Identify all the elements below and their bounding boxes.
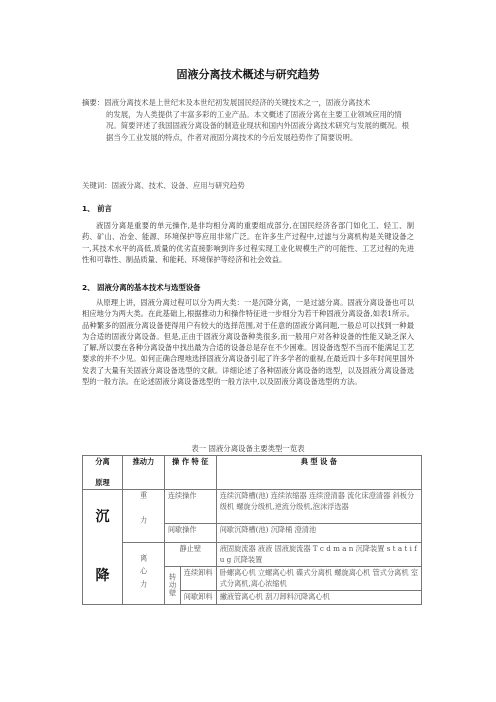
table-row <box>83 543 422 567</box>
op-rotating-wall <box>164 567 180 605</box>
principle-sedimentation <box>83 490 123 605</box>
keywords: 关键词：固液分离、技术、设备、应用与研究趋势 <box>82 181 245 190</box>
eq-batch-unload: 撇液管离心机 刮刀卸料沉降离心机 <box>216 591 421 605</box>
abstract-body: 的发展，为人类提供了丰富多彩的工业产品。本文概述了固液分离在主要工业领域应用的情况。简要评述了我国固液分离设备的制造业现状和国内外固液分离技术研究与发展的概况。根据当今工业发展的特点，作者对液固分离技术的今后发展趋势作了简要说明。 <box>106 109 410 142</box>
header-force: 推动力 <box>122 456 164 490</box>
op-continuous: 连续操作 <box>164 490 216 524</box>
table-caption: 表一 固液分离设备主要类型一览表 <box>191 444 305 453</box>
eq-batch: 间歇沉降槽(池) 沉降桶 澄清池 <box>216 524 421 543</box>
header-principle <box>83 456 123 490</box>
header-feature: 操 作 特 征 <box>164 456 216 490</box>
op-batch-unload: 间歇卸料 <box>180 591 216 605</box>
eq-continuous-unload: 卧螺离心机 立螺离心机 碟式分离机 螺旋离心机 管式分离机 室式分离机,离心浓缩机 <box>216 567 421 591</box>
force-gravity <box>122 490 164 543</box>
table-row <box>83 490 422 524</box>
abstract-line1: 固液分离技术是上世纪末及本世纪初发展国民经济的关键技术之一，固液分离技术 <box>104 98 371 107</box>
document-title: 固液分离技术概述与研究趋势 <box>176 68 320 81</box>
eq-static-wall: 液固旋流器 液液 固液旋流器 T c d m a n 沉降装置 s t a t i f u g 沉降装置 <box>216 543 421 567</box>
op-static-wall: 静止壁 <box>164 543 216 567</box>
equipment-table <box>82 455 422 605</box>
force-gravity-label: 重力 <box>139 491 149 542</box>
force-centrifugal-label: 离心力 <box>139 553 149 594</box>
header-principle-line2: 原理 <box>95 477 110 487</box>
section1-text: 液固分离是重要的单元操作,是非均相分离的重要组成部分,在国民经济各部门如化工、轻工、制药、矿山、冶金、能源、环境保护等应用非常广泛。在许多生产过程中,过滤与分离机构是关键设备之一,其技术水平的高低,质量的优劣直接影响到许多过程实现工业化规模生产的可能性、工艺过程的先进性和可靠性、制品质量、和能耗、环境保护等经济和社会效益。 <box>82 221 414 264</box>
section2-text: 从原理上讲，固液分离过程可以分为两大类：一是沉降分离，一是过滤分离。固液分离设备也可以相应地分为两大类。在此基础上,根据推动力和操作特征进一步细分为若干种固液分离设备,如表1所示。品种繁多的固液分离设备使得用户有较大的选择范围,对于任意的固液分离问题,一般总可以找到一种最为合适的固液分离设备。但是,正由于固液分离设备种类很多,而一般用户对各种设备的性能又缺乏深入了解,所以要在各种分离设备中找出最为合适的设备总是存在不少困难。因设备选型不当而不能满足工艺要求的并不少见。如何正确合理地选择固液分离设备引起了许多学者的重视,在最近四十多年时间里国外发表了大量有关固液分离设备选型的文献。详细论述了各种固液分离设备的选型，以及固液分离设备选型的一般方法。在论述固液分离设备选型的一般方法中,以及固液分离设备选型的方法。 <box>82 298 414 387</box>
principle-char-2: 降 <box>95 567 110 584</box>
op-batch: 间歇操作 <box>164 524 216 543</box>
abstract <box>82 97 412 143</box>
force-centrifugal <box>122 543 164 605</box>
rotating-wall-label: 转动壁 <box>168 573 178 598</box>
principle-char-1: 沉 <box>95 509 110 526</box>
section2-heading: 2、 固液分离的基本技术与选型设备 <box>82 283 201 292</box>
section1-heading: 1、 前言 <box>82 204 112 213</box>
eq-continuous: 连续沉降槽(池) 连续浓缩器 连续澄清器 流化床澄清器 斜板分级机 螺旋分级机,逆流分级机,泡沫浮选器 <box>216 490 421 524</box>
table-header-row <box>83 456 422 490</box>
header-equipment: 典 型 设 备 <box>216 456 421 490</box>
op-continuous-unload: 连续卸料 <box>180 567 216 591</box>
abstract-label: 摘要： <box>82 98 105 107</box>
header-principle-line1: 分离 <box>95 457 110 466</box>
